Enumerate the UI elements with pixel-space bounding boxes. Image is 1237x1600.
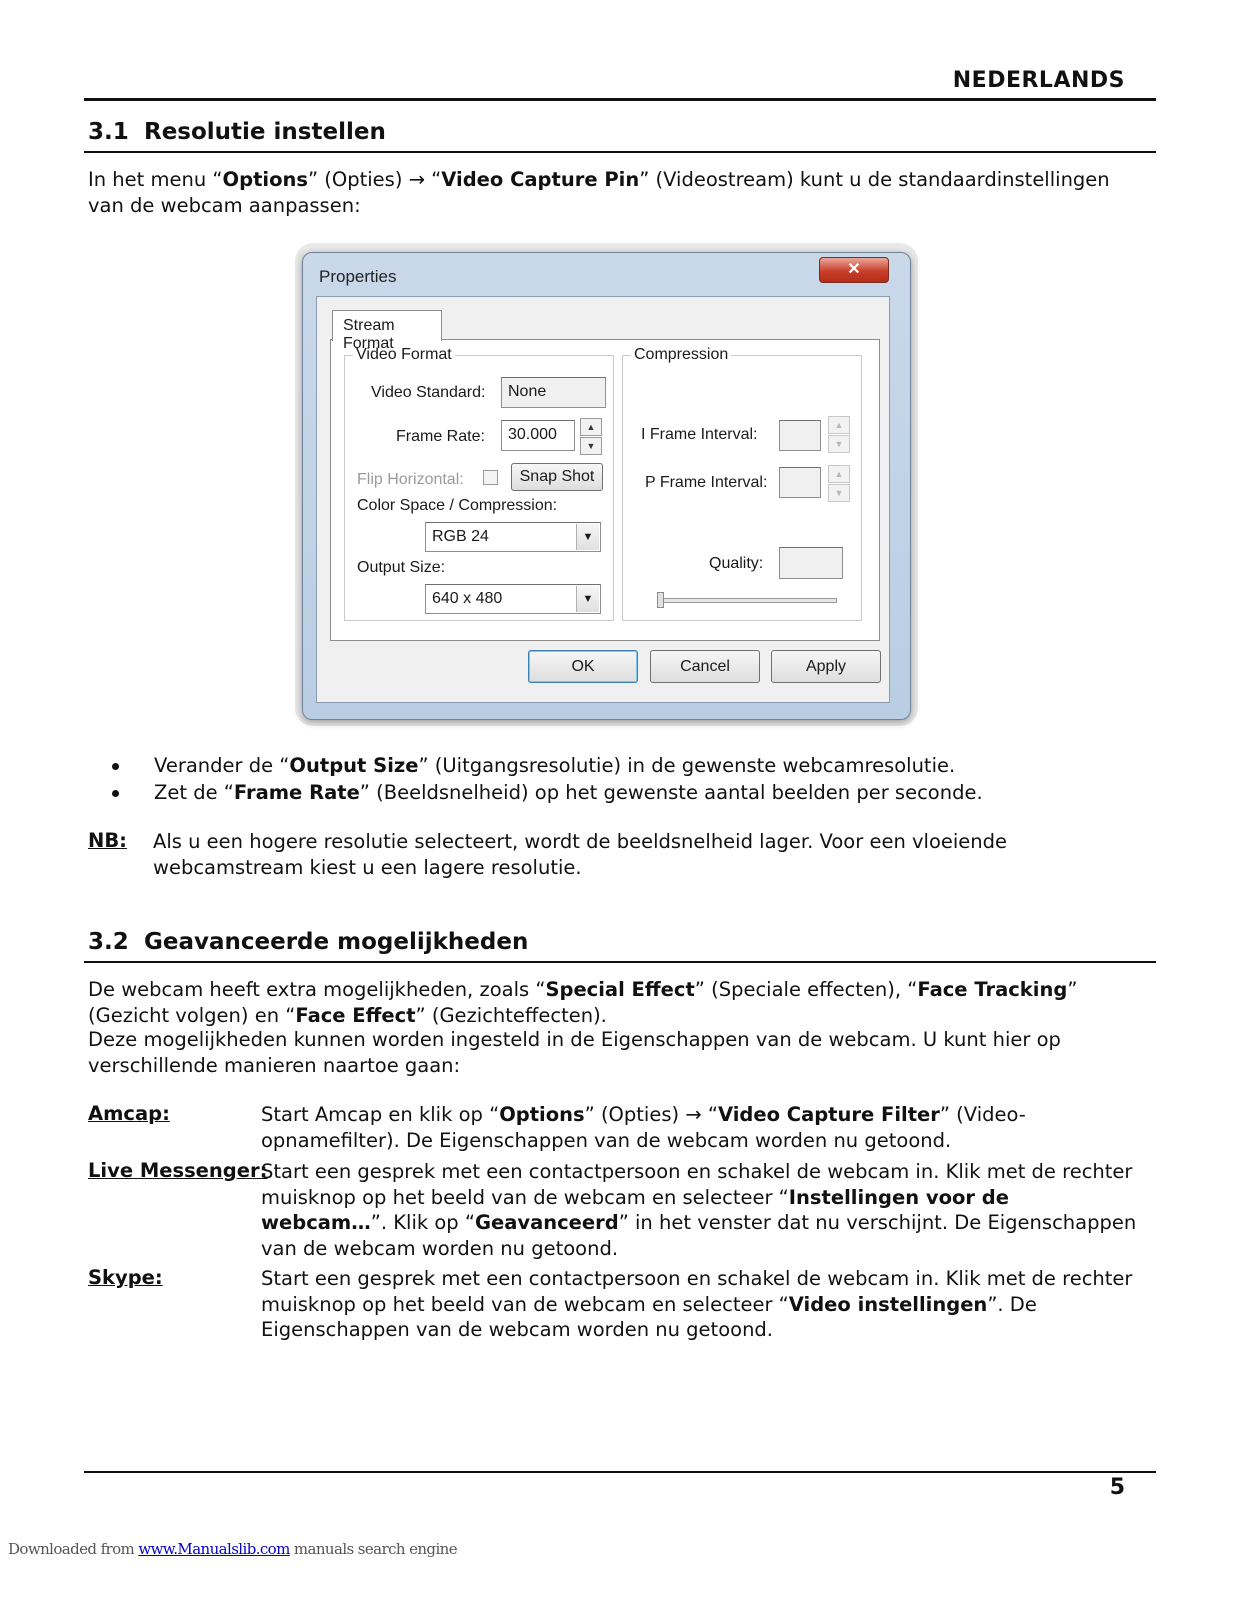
bullet-text: ” (Beeldsnelheid) op het gewenste aantal beelden per seconde. [359,781,983,804]
i-frame-interval-field[interactable] [779,420,821,451]
section-1-title: Resolutie instellen [144,119,386,145]
skype-text [261,1266,1141,1343]
quality-label: Quality: [709,555,764,572]
bullet-list [106,752,1146,806]
intro-text: ” (Gezicht volgen) en “ [88,978,1078,1027]
bullet-text: Verander de “ [154,754,290,777]
intro-text: De webcam heeft extra mogelijkheden, zoals “ [88,978,546,1001]
video-format-group [344,346,614,621]
item-bold: Instellingen voor de webcam… [261,1185,1009,1234]
item-text: ” (Video-opnamefilter). De Eigenschappen van de webcam worden nu getoond. [261,1103,1026,1152]
item-text: Start een gesprek met een contactpersoon en schakel de webcam in. Klik met de rechter muisknop op het beeld van de webcam en selecteer “ [261,1160,1133,1209]
bullet-text: ” (Uitgangsresolutie) in de gewenste webcamresolutie. [418,754,956,777]
p-frame-interval-label: P Frame Interval: [645,474,768,491]
dropdown-arrow-icon: ▼ [576,586,599,612]
i-frame-down-button[interactable] [828,435,850,453]
compression-group [622,346,862,621]
cancel-button[interactable]: Cancel [650,650,760,683]
live-messenger-label: Live Messenger: [88,1159,268,1182]
quality-field[interactable] [779,547,843,579]
header-language: NEDERLANDS [952,68,1125,93]
section-1-intro [88,167,1148,218]
manualslib-link[interactable]: www.Manualslib.com [138,1540,290,1558]
intro-bold-special-effect: Special Effect [545,978,695,1001]
intro-bold-video-capture-pin: Video Capture Pin [441,168,640,191]
intro-text: In het menu “ [88,168,223,191]
video-standard-field[interactable]: None [501,377,606,408]
nb-label: NB: [88,829,127,852]
frame-rate-input[interactable]: 30.000 [501,420,575,451]
item-text: ” (Opties) → “ [584,1103,718,1126]
section-1-rule [84,151,1156,153]
section-1-number: 3.1 [88,119,129,145]
item-text: ” in het venster dat nu verschijnt. De Eigenschappen van de webcam worden nu getoond. [261,1211,1137,1260]
flip-horizontal-checkbox[interactable] [483,470,498,485]
intro-bold-options: Options [222,168,308,191]
p-frame-interval-field[interactable] [779,467,821,498]
amcap-label: Amcap: [88,1102,170,1125]
item-text: Start een gesprek met een contactpersoon en schakel de webcam in. Klik met de rechter muisknop op het beeld van de webcam en selecteer “ [261,1267,1133,1316]
snap-shot-button[interactable]: Snap Shot [511,463,603,491]
down-arrow-icon: ▼ [586,441,596,451]
tab-panel [330,339,880,641]
footer-suffix: manuals search engine [289,1540,457,1558]
intro-text: ” (Gezichteffecten). [415,1003,607,1027]
download-footer [8,1540,457,1558]
header-rule [84,98,1156,101]
intro-bold-face-tracking: Face Tracking [917,978,1068,1001]
i-frame-interval-label: I Frame Interval: [641,426,758,443]
item-text: ”. Klik op “ [370,1211,475,1234]
tab-label: Stream Format [343,317,395,352]
compression-legend: Compression [631,346,731,364]
intro-bold-face-effect: Face Effect [295,1003,416,1027]
frame-rate-down-button[interactable] [580,437,602,455]
section-2-heading [88,929,528,955]
section-2-intro [88,977,1148,1028]
bullet-text: Zet de “ [154,781,234,804]
section-2-title: Geavanceerde mogelijkheden [144,929,529,955]
item-text: ”. De Eigenschappen van de webcam worden nu getoond. [261,1292,1037,1341]
apply-button[interactable]: Apply [771,650,881,683]
properties-dialog [302,252,911,720]
item-bold: Video instellingen [788,1292,988,1316]
up-arrow-icon: ▲ [834,420,844,430]
live-messenger-text [261,1159,1141,1261]
output-size-label: Output Size: [357,559,446,576]
section-2-number: 3.2 [88,929,129,955]
close-button[interactable] [819,257,889,283]
intro-text: ” (Opties) → “ [307,168,442,191]
intro-text: ” (Videostream) kunt u de standaardinstellingen van de webcam aanpassen: [88,168,1110,217]
up-arrow-icon: ▲ [586,422,596,432]
quality-slider-track[interactable] [657,598,837,603]
frame-rate-label: Frame Rate: [396,428,485,445]
flip-horizontal-label: Flip Horizontal: [357,471,464,488]
frame-rate-up-button[interactable] [580,418,602,436]
p-frame-down-button[interactable] [828,484,850,502]
output-size-value: 640 x 480 [432,590,503,607]
section-2-intro-2: Deze mogelijkheden kunnen worden ingesteld in de Eigenschappen van de webcam. U kunt hier op verschillende manieren naartoe gaan: [88,1028,1061,1077]
skype-label: Skype: [88,1266,163,1289]
bullet-bold: Frame Rate [233,781,360,804]
dropdown-arrow-icon: ▼ [576,524,599,550]
ok-button[interactable]: OK [528,650,638,683]
bullet-icon [112,763,119,770]
quality-slider-thumb[interactable] [657,592,664,608]
color-space-select[interactable] [425,522,601,552]
section-1-heading [88,119,386,145]
tab-stream-format[interactable] [332,310,442,352]
section-2-rule [84,961,1156,963]
item-bold: Geavanceerd [474,1211,619,1234]
down-arrow-icon: ▼ [834,488,844,498]
item-bold: Options [499,1103,585,1126]
bullet-icon [112,790,119,797]
video-standard-label: Video Standard: [371,384,486,401]
item-text: Start Amcap en klik op “ [261,1103,500,1126]
list-item [106,779,1146,806]
color-space-label: Color Space / Compression: [357,497,558,514]
item-bold: Video Capture Filter [717,1103,940,1126]
video-format-legend: Video Format [353,346,455,364]
page-number: 5 [1109,1475,1125,1500]
amcap-text [261,1102,1141,1153]
dialog-title: Properties [319,267,397,286]
up-arrow-icon: ▲ [834,469,844,479]
nb-text: Als u een hogere resolutie selecteert, wordt de beeldsnelheid lager. Voor een vloeiende webcamstream kiest u een lagere resolutie. [153,830,1008,879]
list-item [106,752,1146,779]
down-arrow-icon: ▼ [834,439,844,449]
bullet-bold: Output Size [289,754,419,777]
p-frame-up-button[interactable] [828,465,850,483]
dialog-client-area [316,296,890,703]
footer-rule [84,1471,1156,1473]
i-frame-up-button[interactable] [828,416,850,434]
intro-text: ” (Speciale effecten), “ [694,978,918,1001]
output-size-select[interactable] [425,584,601,614]
color-space-value: RGB 24 [432,528,489,545]
footer-prefix: Downloaded from [8,1540,139,1558]
close-icon: ✕ [847,261,861,278]
